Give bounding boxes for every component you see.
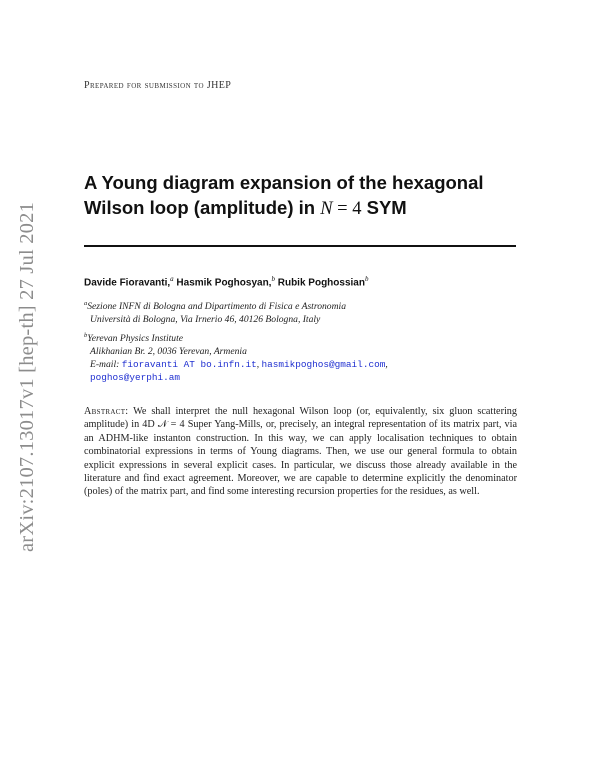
arxiv-date: 27 Jul 2021: [16, 201, 38, 300]
email-label: E-mail:: [90, 359, 120, 371]
prepared-for-submission: Prepared for submission to JHEP: [84, 80, 232, 91]
affiliation-a: [84, 297, 346, 326]
affil-a-line2: Università di Bologna, Via Irnerio 46, 40126 Bologna, Italy: [90, 314, 321, 326]
abstract-label: Abstract:: [84, 406, 129, 417]
author-1: Davide Fioravanti,: [84, 277, 171, 289]
abstract: [84, 405, 517, 499]
affil-a-sup: a: [84, 300, 88, 307]
affil-a-line1: Sezione INFN di Bologna and Dipartimento di Fisica e Astronomia: [87, 301, 346, 313]
title-sym: SYM: [366, 197, 407, 218]
author-1-affil: a: [170, 275, 174, 283]
email-link-2[interactable]: hasmikpoghos@gmail.com: [261, 359, 386, 371]
author-2: Hasmik Poghosyan,: [176, 277, 272, 289]
affil-b-sup: b: [84, 332, 88, 339]
math-n: N: [320, 199, 333, 219]
author-3-affil: b: [364, 275, 369, 283]
title-math: [320, 199, 361, 219]
author-2-affil: b: [271, 275, 275, 283]
email-link-3[interactable]: poghos@yerphi.am: [90, 372, 181, 384]
arxiv-watermark: [16, 202, 39, 552]
author-3: Rubik Poghossian: [277, 277, 365, 289]
abstract-text: We shall interpret the null hexagonal Wilson loop (or, equivalently, six gluon scattering amplitude) in 4D 𝒩 = 4 Super Yang-Mills, or, precisely, an integral representation of its matrix part, via an ADHM-like instanton construction. In this way, we can apply localisation techniques to obtain combinatorial expressions in terms of Young diagrams. Then, we use our general formula to obtain explicit expressions in several explicit cases. In particular, we discuss those already available in the literature and find exact agreement. Moreover, we are capable to determine explicitly the denominator (poles) of the matrix part, and find some interesting recursion properties for the residues, as well.: [84, 406, 517, 498]
email-line-2: [84, 372, 180, 383]
arxiv-id[interactable]: arXiv:2107.13017v1: [16, 378, 38, 552]
affil-b-line1: Yerevan Physics Institute: [87, 333, 183, 345]
title-line1: A Young diagram expansion of the hexagonal: [84, 172, 484, 193]
email-line: E-mail: fioravanti AT bo.infn.it, hasmikpoghos@gmail.com,: [90, 359, 388, 371]
affil-b-line2: Alikhanian Br. 2, 0036 Yerevan, Armenia: [90, 346, 247, 358]
author-list: [84, 275, 368, 288]
email-link-1[interactable]: fioravanti AT bo.infn.it: [121, 359, 257, 371]
paper-title: [84, 170, 524, 222]
affiliation-b: [84, 329, 388, 384]
arxiv-category: [hep-th]: [16, 305, 38, 373]
math-eq: = 4: [332, 199, 362, 219]
title-line2: Wilson loop (amplitude) in: [84, 197, 316, 218]
title-rule: [84, 245, 516, 247]
